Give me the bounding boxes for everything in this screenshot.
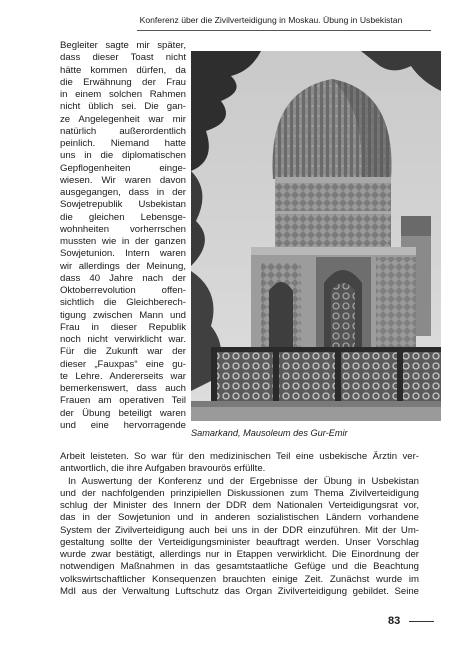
text-line: hätte kommen dürfen, da xyxy=(60,64,186,76)
text-line: Begleiter sagte mir später, xyxy=(60,40,186,51)
text-line: MdI aus der Verwaltung Luftschutz das Organ Zivilverteidigung gebildet. Seine xyxy=(60,585,419,597)
text-line: wiesen. Wir waren davon xyxy=(60,174,186,186)
text-line: nicht üblich sei. Die gan- xyxy=(60,101,186,113)
text-line: Für die Zukunft war der xyxy=(60,346,186,358)
text-line: schlug der Minister des Innern der DDR dem Nationalen Verteidigungsrat vor, xyxy=(60,500,419,511)
text-line: Frau in dieser Republik xyxy=(60,321,186,333)
mausoleum-illustration xyxy=(191,51,441,421)
text-line: Oktoberrevolution offen- xyxy=(60,285,186,296)
text-line: Sowjetrepublik Usbekistan xyxy=(60,199,186,211)
text-line: volkswirtschaftlicher Konsequenzen brauchten einige Zeit. Zunächst wurde im xyxy=(60,573,419,585)
page-number-rule xyxy=(409,621,434,622)
text-line: dieser „Fauxpas“ eine gu- xyxy=(60,358,186,370)
text-line: noch nicht verwirklicht war. xyxy=(60,334,186,345)
text-line: dass dieser Toast nicht xyxy=(60,52,186,64)
text-line: In Auswertung der Konferenz und der Ergebnisse der Übung in Usbekistan xyxy=(68,475,419,487)
text-line: natürlich außerordentlich xyxy=(60,125,186,137)
text-line: der Übung beteiligt waren xyxy=(60,407,186,419)
text-line: das in der Sowjetunion und in anderen sozialistischen Ländern vorhandene xyxy=(60,512,419,524)
text-line: ausgegangen, dass in der xyxy=(60,187,186,198)
running-header: Konferenz über die Zivilverteidigung in Moskau. Übung in Usbekistan xyxy=(139,15,403,25)
text-line: Gepflogenheiten einge- xyxy=(60,162,186,174)
text-line: Arbeit leisteten. So war für den medizinischen Teil eine usbekische Ärztin ver- xyxy=(60,451,419,462)
text-line: System der Zivilverteidigung auch bei uns in der DDR einzuführen. Mit der Um- xyxy=(60,524,419,536)
text-line: die gleichen Lebensge- xyxy=(60,211,186,223)
figure-caption: Samarkand, Mausoleum des Gur-Emir xyxy=(191,428,348,438)
text-line: notwendigen Maßnahmen in das gesamtstaatliche Gefüge und die Beachtung xyxy=(60,561,419,573)
text-line: peinlich. Niemand hatte xyxy=(60,138,186,149)
text-line: antwortlich, die ihre Aufgaben bravourös erfüllte. xyxy=(60,463,266,475)
column-text xyxy=(60,40,186,432)
text-line: Sowjetunion. Intern waren xyxy=(60,248,186,260)
header-rule xyxy=(137,30,431,31)
page-number: 83 xyxy=(388,615,401,627)
text-line: wohnheiten vorherrschen xyxy=(60,223,186,235)
text-line: und eine hervorragende xyxy=(60,419,186,431)
text-line: sichtlich die Gleichberech- xyxy=(60,297,186,309)
mausoleum-photo xyxy=(191,51,441,421)
text-line: bemerkenswert, dass auch xyxy=(60,383,186,394)
text-line: und der nachfolgenden prinzipiellen Diskussionen zum Thema Zivilverteidigung xyxy=(60,487,419,499)
text-line: in einem solchen Rahmen xyxy=(60,89,186,100)
text-line: mussten wie in der ganzen xyxy=(60,236,186,247)
text-line: uns in die diplomatischen xyxy=(60,150,186,162)
text-line: wurde zwar bestätigt, allerdings nur in Etappen verwirklicht. Die Einordnung der xyxy=(60,549,419,560)
text-line: Frauen am operativen Teil xyxy=(60,395,186,407)
text-line: te Lehre. Andererseits war xyxy=(60,370,186,382)
text-line: die Erwähnung der Frau xyxy=(60,76,186,88)
full-width-text xyxy=(60,451,419,598)
text-line: tigung zwischen Mann und xyxy=(60,309,186,321)
text-line: ze Angelegenheit war mir xyxy=(60,113,186,125)
text-line: wir allerdings der Meinung, xyxy=(60,260,186,272)
text-line: dass 40 Jahre nach der xyxy=(60,272,186,284)
text-line: gestaltung sollte der Verteidigungsminister beauftragt werden. Unser Vorschlag xyxy=(60,536,419,548)
